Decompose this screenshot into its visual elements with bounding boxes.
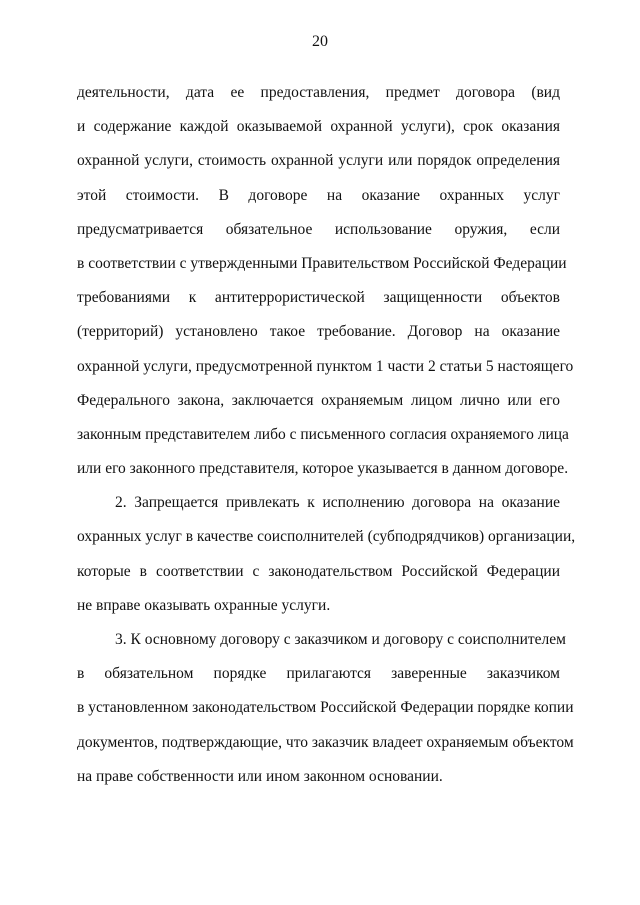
text-line: (территорий) установлено такое требование. Договор на оказание bbox=[77, 323, 560, 341]
text-line: этой стоимости. В договоре на оказание охранных услуг bbox=[77, 186, 560, 204]
paragraph-3 bbox=[77, 623, 574, 794]
text-line: охранной услуги, стоимость охранной услуги или порядок определения bbox=[77, 152, 560, 170]
text-line: деятельности, дата ее предоставления, предмет договора (вид bbox=[77, 84, 560, 101]
page-number: 20 bbox=[312, 33, 328, 50]
text-line: охранной услуги, предусмотренной пунктом 1 части 2 статьи 5 настоящего bbox=[77, 357, 574, 375]
text-line: 3. К основному договору с заказчиком и договору с соисполнителем bbox=[115, 631, 566, 648]
document-body bbox=[77, 76, 576, 794]
text-line: и содержание каждой оказываемой охранной услуги), срок оказания bbox=[77, 118, 560, 136]
text-line: или его законного представителя, которое указывается в данном договоре. bbox=[77, 460, 569, 478]
paragraph-2 bbox=[77, 486, 576, 623]
text-line: охранных услуг в качестве соисполнителей (субподрядчиков) организации, bbox=[77, 528, 576, 546]
text-line: не вправе оказывать охранные услуги. bbox=[77, 596, 331, 614]
text-line: на праве собственности или ином законном основании. bbox=[77, 767, 443, 785]
text-line: требованиями к антитеррористической защищенности объектов bbox=[77, 289, 560, 307]
paragraph-1 bbox=[77, 76, 574, 486]
text-line: предусматривается обязательное использование оружия, если bbox=[77, 220, 560, 238]
text-line: в соответствии с утвержденными Правительством Российской Федерации bbox=[77, 254, 567, 272]
text-line: в обязательном порядке прилагаются заверенные заказчиком bbox=[77, 665, 560, 683]
text-line: 2. Запрещается привлекать к исполнению договора на оказание bbox=[115, 494, 560, 512]
text-line: законным представителем либо с письменного согласия охраняемого лица bbox=[77, 425, 569, 443]
text-line: Федерального закона, заключается охраняемым лицом лично или его bbox=[77, 391, 560, 409]
text-line: в установленном законодательством Российской Федерации порядке копии bbox=[77, 699, 574, 717]
text-line: документов, подтверждающие, что заказчик владеет охраняемым объектом bbox=[77, 733, 574, 751]
text-line: которые в соответствии с законодательством Российской Федерации bbox=[77, 562, 560, 580]
